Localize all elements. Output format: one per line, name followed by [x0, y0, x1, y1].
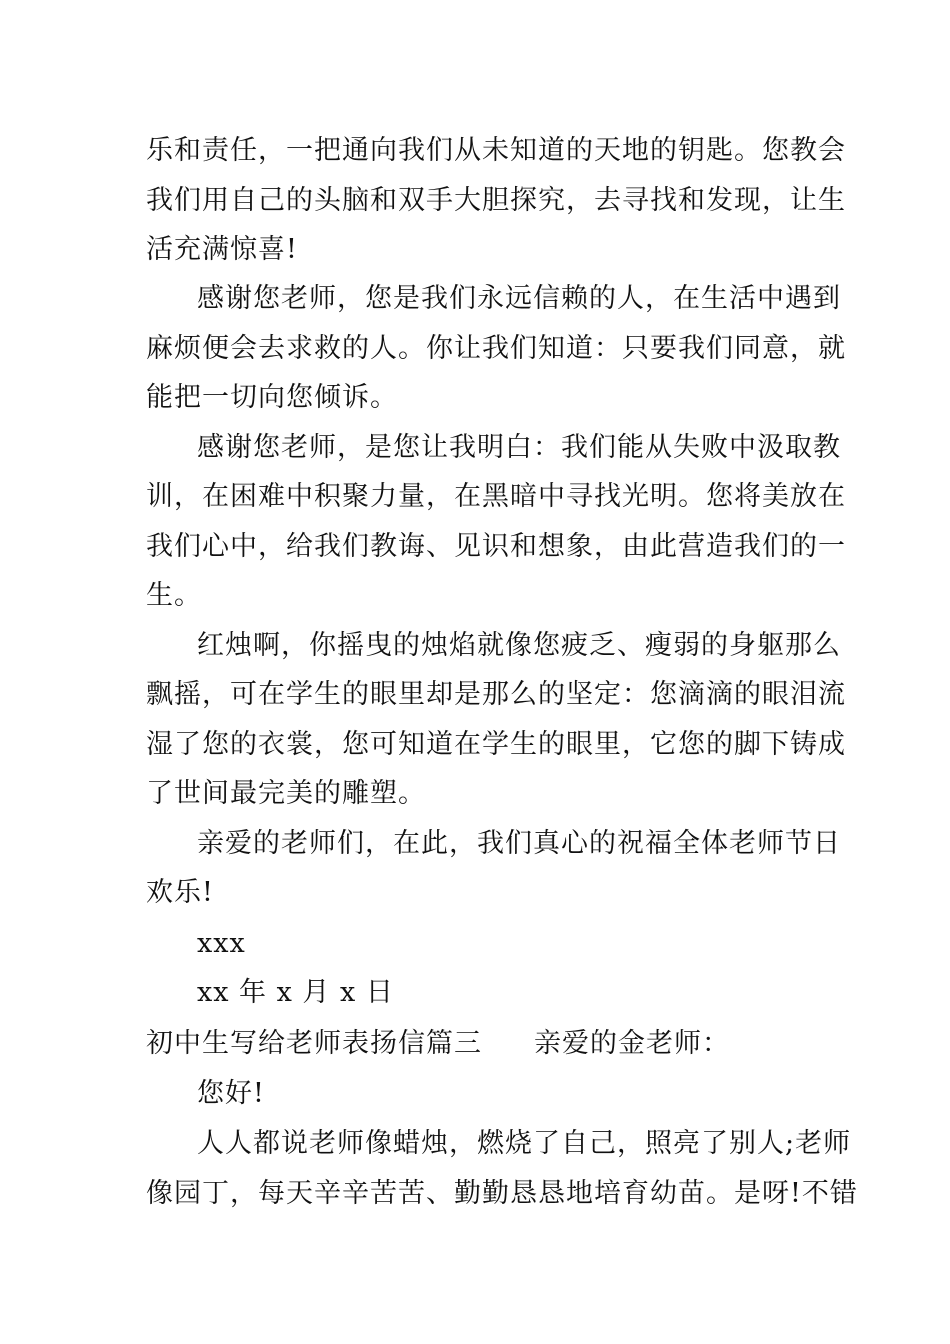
paragraph-line: 乐和责任，一把通向我们从未知道的天地的钥匙。您教会: [146, 135, 846, 166]
paragraph-line: 欢乐!: [146, 877, 214, 908]
paragraph-line: 我们用自己的头脑和双手大胆探究，去寻找和发现，让生: [146, 185, 846, 216]
paragraph-line: 了世间最完美的雕塑。: [146, 778, 426, 809]
paragraph-line: 训，在困难中积聚力量，在黑暗中寻找光明。您将美放在: [146, 481, 846, 512]
section-title: 初中生写给老师表扬信篇三: [146, 1028, 482, 1059]
paragraph-line: 湿了您的衣裳，您可知道在学生的眼里，它您的脚下铸成: [146, 729, 846, 760]
paragraph-line: 感谢您老师，是您让我明白：我们能从失败中汲取教: [197, 432, 841, 463]
paragraph-line: 像园丁，每天辛辛苦苦、勤勤恳恳地培育幼苗。是呀!不错: [146, 1178, 858, 1209]
paragraph-line: 人人都说老师像蜡烛，燃烧了自己，照亮了别人;老师: [197, 1128, 852, 1159]
paragraph-line: 能把一切向您倾诉。: [146, 382, 398, 413]
paragraph-line: 麻烦便会去求救的人。你让我们知道：只要我们同意，就: [146, 333, 846, 364]
paragraph-line: 亲爱的老师们，在此，我们真心的祝福全体老师节日: [197, 828, 841, 859]
paragraph-line: 飘摇，可在学生的眼里却是那么的坚定：您滴滴的眼泪流: [146, 679, 846, 710]
section-heading-line: [146, 1024, 826, 1064]
signature-date: xx 年 x 月 x 日: [197, 977, 394, 1008]
paragraph-line: 我们心中，给我们教诲、见识和想象，由此营造我们的一: [146, 531, 846, 562]
paragraph-line: 感谢您老师，您是我们永远信赖的人，在生活中遇到: [197, 283, 841, 314]
paragraph-line: 活充满惊喜!: [146, 234, 298, 265]
paragraph-line: 红烛啊，你摇曳的烛焰就像您疲乏、瘦弱的身躯那么: [197, 630, 841, 661]
signature-name: xxx: [197, 928, 246, 959]
salutation: 亲爱的金老师：: [534, 1028, 730, 1059]
greeting: 您好!: [197, 1078, 265, 1109]
paragraph-line: 生。: [146, 580, 202, 611]
